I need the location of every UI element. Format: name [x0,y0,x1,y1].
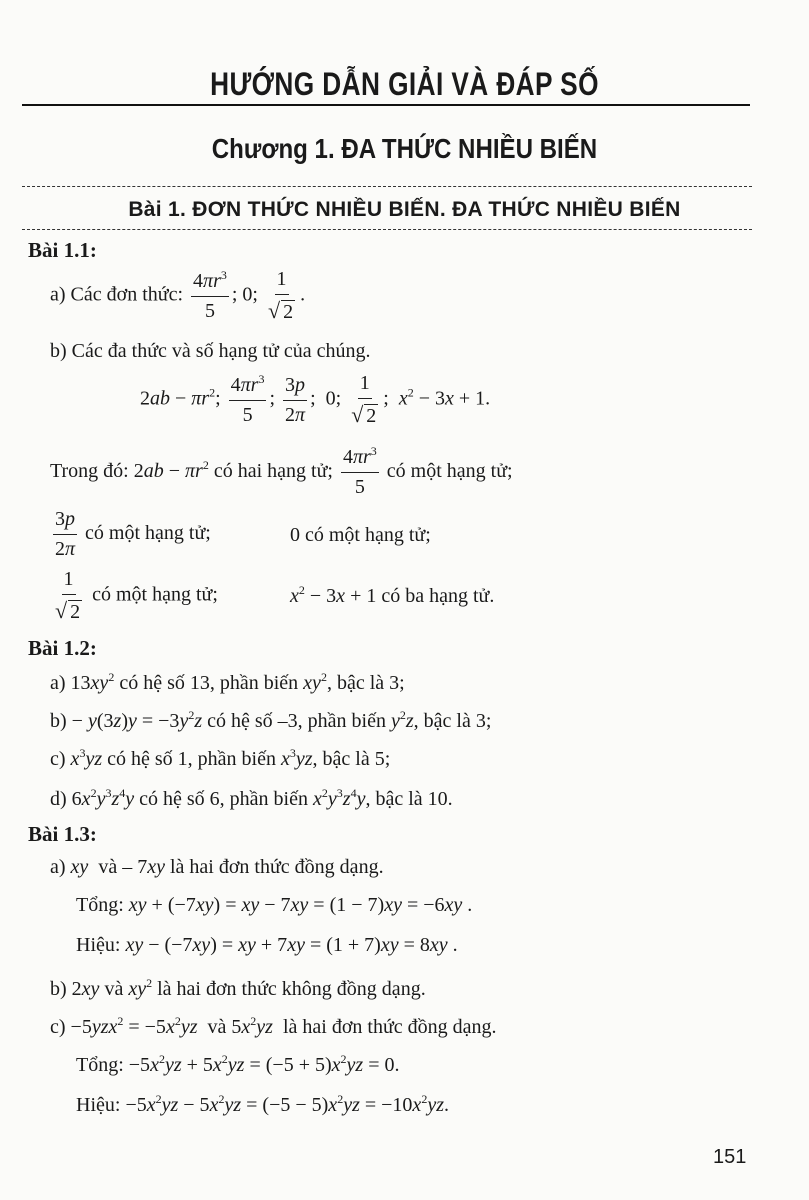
ex13-a: a) xy và – 7xy là hai đơn thức đồng dạng. [50,856,384,878]
ex11-b-list: $2ab - \pi r^2$; $\frac{4\pi r^3}{5}$ ; $\frac{3p}{2\pi}$ ; 0; $\frac{1}{√ 2}$ ; $x^2 - 3x + 1$. [140,371,491,427]
dashed-rule-bottom [22,229,752,230]
ex12-c: c) $x^3yz$ có hệ số 1, phần biến $x^3yz$, bậc là 5; [50,746,391,770]
ex13-heading: Bài 1.3: [28,822,97,846]
ex13-a-tong: Tổng: xy + (−7xy) = xy − 7xy = (1 − 7)xy = −6xy . [76,894,473,916]
ex12-b: $b) - y(3z)y = -3y^2z$ có hệ số –3, phần biến $y^2z$, bậc là 3; [50,708,492,732]
ex11-a: a) Các đơn thức: $\frac{4\pi r^3}{5}$ ; 0; $\frac{1}{√ 2}$ . [50,267,306,323]
dashed-rule-top [22,186,752,187]
lesson-title: Bài 1. ĐƠN THỨC NHIỀU BIẾN. ĐA THỨC NHIỀU BIẾN [128,198,681,221]
ex11-row1-left: $\frac{3p}{2\pi}$ có một hạng tử; [55,508,211,560]
title-rule [22,104,750,106]
ex11-heading: Bài 1.1: [28,238,97,262]
chapter-title: Chương 1. ĐA THỨC NHIỀU BIẾN [211,133,598,164]
ex13-c-tong: Tổng: $-5x^2yz + 5x^2yz = (-5 + 5)x^2yz = 0$. [76,1052,400,1076]
ex11-trong-do: Trong đó: $2ab - \pi r^2$ có hai hạng tử; $\frac{4\pi r^3}{5}$ có một hạng tử; [50,444,513,498]
ex13-c-hieu: Hiệu: $-5x^2yz - 5x^2yz = (-5 - 5)x^2yz = -10x^2yz$. [76,1092,449,1116]
ex11-b: b) Các đa thức và số hạng tử của chúng. [50,340,371,362]
ex11-row1-right: 0 có một hạng tử; [290,524,431,546]
ex11-row2-right: $x^2 - 3x + 1$ có ba hạng tử. [290,583,495,607]
page-title: HƯỚNG DẪN GIẢI VÀ ĐÁP SỐ [210,66,599,102]
ex12-heading: Bài 1.2: [28,636,97,660]
ex12-d: d) $6x^2y^3z^4y$ có hệ số 6, phần biến $x^2y^3z^4y$, bậc là 10. [50,786,453,810]
ex13-a-hieu: Hiệu: xy − (−7xy) = xy + 7xy = (1 + 7)xy = 8xy . [76,934,458,956]
ex12-a: a) $13xy^2$ có hệ số 13, phần biến $xy^2$, bậc là 3; [50,670,405,694]
ex13-b: b) 2xy và $xy^2$ là hai đơn thức không đồng dạng. [50,976,426,1000]
ex11-row2-left: $\frac{1}{√ 2}$ có một hạng tử; [55,568,218,623]
ex13-c: $c) -5yzx^2 = -5x^2yz$ và $5x^2yz$ là hai đơn thức đồng dạng. [50,1014,497,1038]
page-number: 151 [713,1146,747,1168]
